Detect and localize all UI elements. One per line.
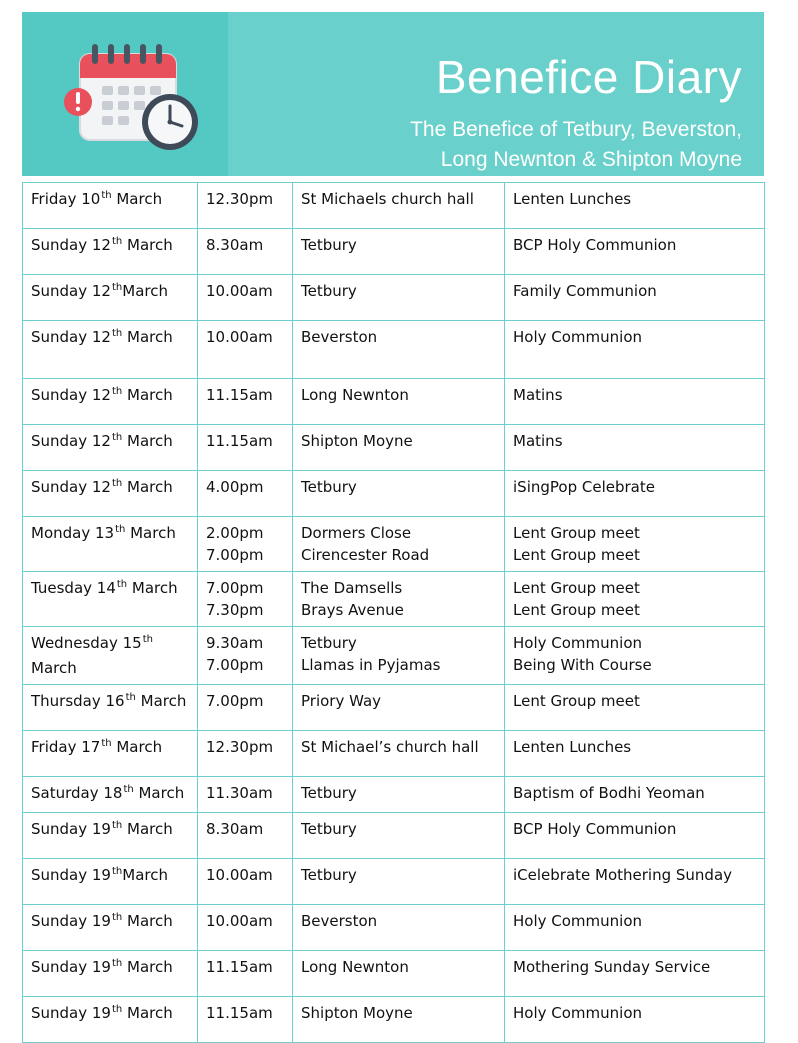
date-month: March: [111, 190, 163, 208]
date-cell: [23, 379, 198, 425]
date-ordinal: th: [111, 866, 123, 877]
place-cell: [293, 685, 505, 731]
time-cell: [198, 951, 293, 997]
place-cell: [293, 229, 505, 275]
header-banner: [22, 12, 764, 176]
event-line: Holy Communion: [513, 328, 643, 346]
event-cell: [505, 321, 765, 379]
place-line: Tetbury: [301, 634, 357, 652]
place-line: St Michael’s church hall: [301, 738, 479, 756]
date-day: Sunday 12: [31, 478, 111, 496]
date-day: Sunday 12: [31, 328, 111, 346]
date-day: Sunday 12: [31, 432, 111, 450]
event-line: iSingPop Celebrate: [513, 478, 655, 496]
event-cell: [505, 379, 765, 425]
time-line: 7.00pm: [206, 692, 264, 710]
time-line: 2.00pm: [206, 524, 264, 542]
event-line: Baptism of Bodhi Yeoman: [513, 784, 705, 802]
place-cell: [293, 379, 505, 425]
event-line: Holy Communion: [513, 912, 643, 930]
time-cell: [198, 321, 293, 379]
date-cell: [23, 859, 198, 905]
time-cell: [198, 731, 293, 777]
time-cell: [198, 685, 293, 731]
event-cell: [505, 183, 765, 229]
place-line: St Michaels church hall: [301, 190, 474, 208]
date-cell: [23, 951, 198, 997]
event-line: Mothering Sunday Service: [513, 958, 711, 976]
event-cell: [505, 517, 765, 572]
time-line: 11.15am: [206, 432, 273, 450]
date-month: March: [111, 738, 163, 756]
time-line: 7.00pm: [206, 656, 264, 674]
date-day: Friday 17: [31, 738, 101, 756]
date-day: Tuesday 14: [31, 579, 116, 597]
event-line: Matins: [513, 386, 563, 404]
table-row: [23, 777, 765, 813]
time-line: 11.15am: [206, 1004, 273, 1022]
date-cell: [23, 627, 198, 685]
date-ordinal: th: [115, 524, 126, 535]
place-cell: [293, 321, 505, 379]
time-cell: [198, 275, 293, 321]
time-cell: [198, 379, 293, 425]
time-line: 11.15am: [206, 958, 273, 976]
date-day: Sunday 12: [31, 236, 111, 254]
time-cell: [198, 905, 293, 951]
table-row: [23, 229, 765, 275]
date-day: Monday 13: [31, 524, 115, 542]
date-day: Sunday 12: [31, 386, 111, 404]
date-month: March: [122, 478, 173, 496]
table-row: [23, 731, 765, 777]
date-ordinal: th: [111, 386, 123, 397]
time-line: 12.30pm: [206, 738, 274, 756]
date-month: March: [122, 866, 168, 884]
date-ordinal: th: [123, 784, 134, 795]
event-cell: [505, 572, 765, 627]
place-line: Beverston: [301, 328, 378, 346]
place-cell: [293, 951, 505, 997]
place-line: Cirencester Road: [301, 546, 430, 564]
table-row: [23, 997, 765, 1043]
diary-table: [22, 182, 765, 1043]
date-cell: [23, 813, 198, 859]
event-line: Holy Communion: [513, 1004, 643, 1022]
time-line: 11.30am: [206, 784, 273, 802]
date-month: March: [125, 524, 176, 542]
place-cell: [293, 813, 505, 859]
time-cell: [198, 229, 293, 275]
table-row: [23, 951, 765, 997]
event-cell: [505, 777, 765, 813]
table-row: [23, 627, 765, 685]
table-row: [23, 425, 765, 471]
event-line: BCP Holy Communion: [513, 820, 677, 838]
date-ordinal: th: [101, 190, 112, 201]
time-line: 7.00pm: [206, 546, 264, 564]
event-cell: [505, 731, 765, 777]
date-ordinal: th: [111, 432, 123, 443]
page-title: Benefice Diary: [435, 51, 742, 103]
date-ordinal: th: [111, 236, 123, 247]
place-line: Priory Way: [301, 692, 382, 710]
date-month: March: [122, 912, 173, 930]
date-cell: [23, 997, 198, 1043]
date-ordinal: th: [111, 282, 123, 293]
date-month: March: [122, 282, 168, 300]
time-line: 9.30am: [206, 634, 264, 652]
date-cell: [23, 229, 198, 275]
time-line: 8.30am: [206, 236, 264, 254]
event-line: iCelebrate Mothering Sunday: [513, 866, 733, 884]
time-line: 10.00am: [206, 282, 273, 300]
page-subtitle-line-1: The Benefice of Tetbury, Beverston,: [410, 118, 742, 141]
date-month: March: [122, 432, 173, 450]
event-line: Family Communion: [513, 282, 657, 300]
time-cell: [198, 997, 293, 1043]
table-row: [23, 572, 765, 627]
event-cell: [505, 951, 765, 997]
date-cell: [23, 905, 198, 951]
place-line: The Damsells: [301, 579, 403, 597]
date-month: March: [122, 958, 173, 976]
event-line: Lenten Lunches: [513, 190, 632, 208]
time-cell: [198, 425, 293, 471]
event-cell: [505, 229, 765, 275]
time-line: 4.00pm: [206, 478, 264, 496]
date-month-line2: March: [31, 659, 77, 677]
place-line: Tetbury: [301, 820, 357, 838]
place-cell: [293, 572, 505, 627]
date-ordinal: th: [111, 328, 123, 339]
time-cell: [198, 183, 293, 229]
place-line: Tetbury: [301, 478, 357, 496]
table-row: [23, 905, 765, 951]
place-line: Shipton Moyne: [301, 432, 413, 450]
event-cell: [505, 997, 765, 1043]
date-ordinal: th: [116, 579, 128, 590]
place-line: Shipton Moyne: [301, 1004, 413, 1022]
event-cell: [505, 627, 765, 685]
date-ordinal: th: [101, 738, 112, 749]
date-day: Sunday 12: [31, 282, 111, 300]
place-line: Long Newnton: [301, 958, 409, 976]
table-row: [23, 379, 765, 425]
place-cell: [293, 275, 505, 321]
place-cell: [293, 425, 505, 471]
table-row: [23, 685, 765, 731]
table-row: [23, 859, 765, 905]
date-ordinal: th: [111, 1004, 123, 1015]
date-day: Sunday 19: [31, 820, 111, 838]
event-line: Lent Group meet: [513, 692, 640, 710]
date-cell: [23, 517, 198, 572]
table-row: [23, 275, 765, 321]
place-line: Beverston: [301, 912, 378, 930]
date-cell: [23, 685, 198, 731]
place-line: Llamas in Pyjamas: [301, 656, 441, 674]
event-cell: [505, 685, 765, 731]
date-month: March: [122, 386, 173, 404]
time-line: 10.00am: [206, 328, 273, 346]
date-cell: [23, 471, 198, 517]
event-cell: [505, 425, 765, 471]
date-ordinal: th: [111, 912, 123, 923]
date-day: Wednesday 15: [31, 634, 142, 652]
event-line: Lenten Lunches: [513, 738, 632, 756]
place-cell: [293, 777, 505, 813]
date-ordinal: th: [111, 820, 123, 831]
date-day: Sunday 19: [31, 958, 111, 976]
place-cell: [293, 627, 505, 685]
date-ordinal: th: [125, 692, 136, 703]
table-row: [23, 517, 765, 572]
place-line: Tetbury: [301, 236, 357, 254]
date-month: March: [122, 236, 173, 254]
place-line: Tetbury: [301, 784, 357, 802]
event-line: Lent Group meet: [513, 601, 640, 619]
time-cell: [198, 517, 293, 572]
date-ordinal: th: [111, 478, 123, 489]
date-day: Sunday 19: [31, 866, 111, 884]
date-day: Sunday 19: [31, 1004, 111, 1022]
date-day: Saturday 18: [31, 784, 123, 802]
event-line: Holy Communion: [513, 634, 643, 652]
event-line: Matins: [513, 432, 563, 450]
place-cell: [293, 183, 505, 229]
event-line: BCP Holy Communion: [513, 236, 677, 254]
page-subtitle-line-2: Long Newnton & Shipton Moyne: [440, 148, 742, 171]
date-cell: [23, 275, 198, 321]
table-row: [23, 183, 765, 229]
time-cell: [198, 859, 293, 905]
date-month: March: [127, 579, 178, 597]
date-month: March: [122, 820, 173, 838]
event-cell: [505, 859, 765, 905]
event-cell: [505, 471, 765, 517]
event-line: Lent Group meet: [513, 579, 640, 597]
time-cell: [198, 627, 293, 685]
place-line: Brays Avenue: [301, 601, 404, 619]
table-row: [23, 321, 765, 379]
time-line: 10.00am: [206, 912, 273, 930]
date-cell: [23, 321, 198, 379]
date-cell: [23, 183, 198, 229]
time-line: 7.30pm: [206, 601, 264, 619]
place-cell: [293, 905, 505, 951]
place-line: Dormers Close: [301, 524, 412, 542]
date-day: Sunday 19: [31, 912, 111, 930]
place-cell: [293, 859, 505, 905]
place-cell: [293, 731, 505, 777]
time-line: 8.30am: [206, 820, 264, 838]
date-cell: [23, 731, 198, 777]
place-cell: [293, 997, 505, 1043]
time-cell: [198, 471, 293, 517]
place-cell: [293, 471, 505, 517]
event-cell: [505, 813, 765, 859]
date-cell: [23, 572, 198, 627]
time-line: 7.00pm: [206, 579, 264, 597]
place-line: Tetbury: [301, 866, 357, 884]
calendar-clock-icon: [62, 40, 202, 156]
time-line: 12.30pm: [206, 190, 274, 208]
date-day: Thursday 16: [31, 692, 125, 710]
event-line: Being With Course: [513, 656, 652, 674]
event-line: Lent Group meet: [513, 546, 640, 564]
date-month: March: [135, 692, 187, 710]
place-line: Tetbury: [301, 282, 357, 300]
date-ordinal: th: [142, 634, 153, 645]
date-ordinal: th: [111, 958, 123, 969]
event-cell: [505, 905, 765, 951]
date-cell: [23, 777, 198, 813]
event-cell: [505, 275, 765, 321]
date-month: March: [122, 328, 173, 346]
time-line: 10.00am: [206, 866, 273, 884]
time-cell: [198, 777, 293, 813]
time-cell: [198, 572, 293, 627]
place-line: Long Newnton: [301, 386, 409, 404]
date-cell: [23, 425, 198, 471]
date-day: Friday 10: [31, 190, 101, 208]
table-row: [23, 471, 765, 517]
event-line: Lent Group meet: [513, 524, 640, 542]
table-row: [23, 813, 765, 859]
place-cell: [293, 517, 505, 572]
time-cell: [198, 813, 293, 859]
time-line: 11.15am: [206, 386, 273, 404]
date-month: March: [122, 1004, 173, 1022]
date-month: March: [133, 784, 185, 802]
